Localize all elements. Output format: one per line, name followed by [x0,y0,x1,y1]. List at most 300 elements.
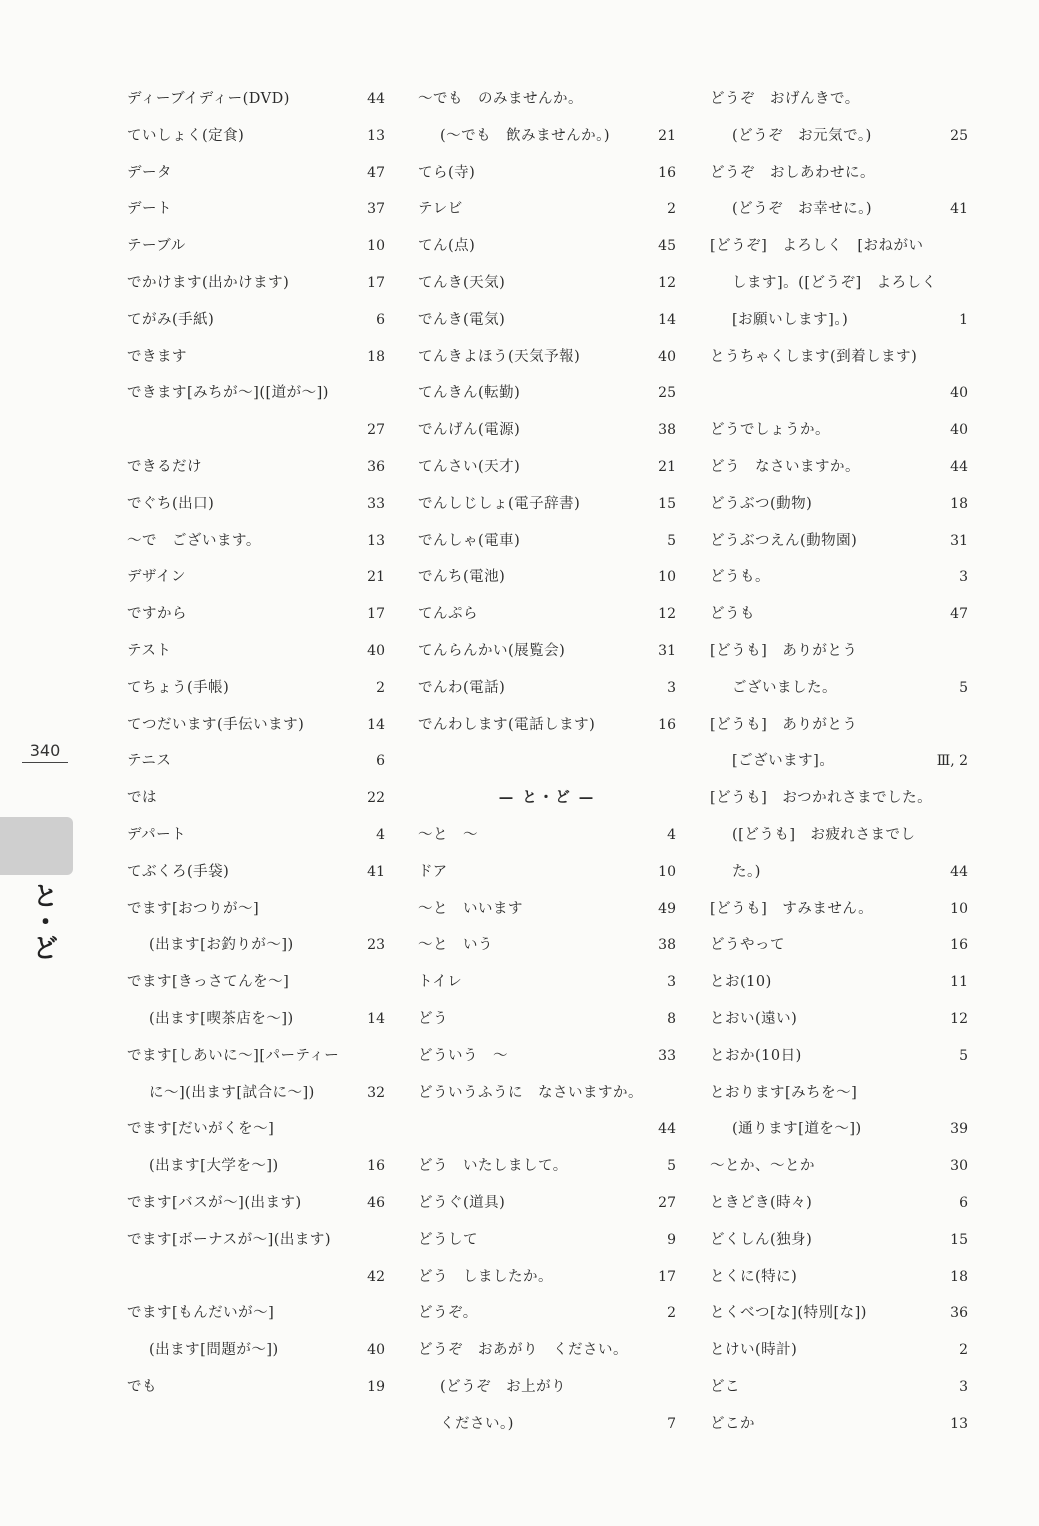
index-entry [127,1369,385,1406]
entry-lesson-number: 13 [367,532,385,549]
index-entry [418,375,676,412]
entry-term: (通ります[道を～]) [732,1121,862,1138]
index-entry [710,1038,968,1075]
index-entry [710,339,968,376]
index-entry [710,412,968,449]
entry-lesson-number: 47 [367,164,385,181]
entry-lesson-number: 46 [367,1194,385,1211]
entry-lesson-number: 1 [959,311,968,328]
entry-lesson-number: 16 [367,1158,385,1175]
entry-term: てんさい(天才) [418,458,521,475]
entry-term: どう いたしまして。 [418,1158,568,1175]
entry-lesson-number: 38 [658,937,676,954]
entry-term: できます[みちが～]([道が～]) [127,385,329,402]
entry-lesson-number: 3 [959,569,968,586]
index-entry [710,449,968,486]
index-column-1 [127,81,385,1406]
index-entry [127,228,385,265]
entry-lesson-number: 40 [658,348,676,365]
entry-lesson-number: 41 [950,201,968,218]
index-entry [127,1111,385,1148]
index-entry [127,964,385,1001]
index-entry [418,1185,676,1222]
entry-term: でます[きっさてんを～] [127,974,290,991]
index-entry [710,81,968,118]
entry-term: とうちゃくします(到着します) [710,348,918,365]
entry-term: [どうも] すみません。 [710,900,874,917]
entry-term: とおい(遠い) [710,1010,798,1027]
entry-lesson-number: 31 [950,532,968,549]
index-column-2 [418,81,676,1442]
index-entry [127,118,385,155]
entry-lesson-number: 22 [367,790,385,807]
entry-term: た。) [732,863,761,880]
index-entry [127,670,385,707]
entry-term: どうして [418,1231,478,1248]
entry-lesson-number: 40 [950,422,968,439]
index-entry [127,559,385,596]
entry-term: デザイン [127,569,186,586]
index-entry [418,633,676,670]
entry-lesson-number: 10 [367,238,385,255]
index-entry [127,743,385,780]
entry-term: できます [127,348,187,365]
entry-lesson-number: 25 [658,385,676,402]
index-entry [710,486,968,523]
entry-term: [お願いします]。) [732,311,849,328]
entry-lesson-number: 2 [667,1305,676,1322]
entry-term: ～と ～ [418,826,478,843]
entry-lesson-number: 16 [658,164,676,181]
entry-term: でんき(電気) [418,311,506,328]
entry-lesson-number: 5 [667,532,676,549]
entry-term: トイレ [418,974,463,991]
entry-term: どうも。 [710,569,770,586]
index-entry [418,1332,676,1369]
entry-term: でんげん(電源) [418,422,521,439]
index-entry [127,891,385,928]
entry-lesson-number: 44 [367,91,385,107]
entry-lesson-number: 47 [950,606,968,623]
entry-lesson-number: 14 [367,716,385,733]
entry-lesson-number: 15 [658,495,676,512]
entry-lesson-number: 41 [367,863,385,880]
index-entry [418,927,676,964]
entry-lesson-number: 7 [667,1415,676,1432]
entry-lesson-number: 13 [950,1415,968,1432]
entry-term: どうでしょうか。 [710,422,830,439]
entry-term: でも [127,1378,157,1395]
entry-term: どう [418,1010,448,1027]
index-entry [418,1038,676,1075]
index-entry [418,1075,676,1112]
entry-term: に～](出ます[試合に～]) [149,1084,315,1101]
entry-term: では [127,790,157,807]
entry-term: てんきん(転勤) [418,385,521,402]
index-entry [418,228,676,265]
index-entry [710,1185,968,1222]
entry-lesson-number: 18 [950,1268,968,1285]
entry-term: でんわ(電話) [418,679,506,696]
entry-lesson-number: 39 [950,1121,968,1138]
entry-term: てちょう(手帳) [127,679,230,696]
index-entry [710,155,968,192]
entry-term: ございました。 [732,679,837,696]
entry-term: ディーブイディー(DVD) [127,91,290,107]
entry-lesson-number: 12 [658,274,676,291]
index-entry [418,339,676,376]
entry-term: とおります[みちを～] [710,1084,858,1101]
entry-lesson-number: 49 [658,900,676,917]
entry-term: できるだけ [127,458,202,475]
index-entry [127,854,385,891]
index-entry [127,1185,385,1222]
index-entry [710,891,968,928]
entry-lesson-number: 4 [376,826,385,843]
entry-lesson-number: 17 [658,1268,676,1285]
entry-lesson-number: 6 [376,311,385,328]
index-entry [127,155,385,192]
entry-term: ですから [127,606,187,623]
entry-lesson-number: 31 [658,642,676,659]
section-heading [418,780,676,817]
index-column-3 [710,81,968,1442]
entry-term: テニス [127,753,172,770]
entry-term: どうも [710,606,755,623]
index-entry [127,339,385,376]
index-entry [710,559,968,596]
index-entry [127,633,385,670]
entry-term: ドア [418,863,448,880]
index-entry [710,964,968,1001]
entry-lesson-number: 16 [950,937,968,954]
index-entry [418,1259,676,1296]
index-entry [710,1148,968,1185]
entry-lesson-number: 42 [367,1268,385,1285]
index-entry [418,449,676,486]
entry-term: どうやって [710,937,785,954]
index-entry [127,265,385,302]
entry-term: てがみ(手紙) [127,311,215,328]
entry-term: てん(点) [418,238,476,255]
entry-lesson-number: 10 [658,863,676,880]
index-entry [418,817,676,854]
entry-term: ください。) [440,1415,514,1432]
entry-term: どくしん(独身) [710,1231,813,1248]
index-entry [710,1332,968,1369]
entry-term: でぐち(出口) [127,495,215,512]
entry-lesson-number: 5 [959,679,968,696]
entry-term: でます[バスが～](出ます) [127,1194,302,1211]
index-entry [710,1222,968,1259]
entry-lesson-number: 2 [667,201,676,218]
entry-lesson-number: 27 [658,1194,676,1211]
entry-term: ～とか、～とか [710,1158,815,1175]
entry-term: テレビ [418,201,463,218]
entry-lesson-number: 44 [658,1121,676,1138]
index-entry [418,596,676,633]
entry-term: (出ます[お釣りが～]) [149,937,294,954]
index-entry [127,1148,385,1185]
entry-term: てんらんかい(展覧会) [418,642,566,659]
entry-term: でんわします(電話します) [418,716,596,733]
entry-lesson-number: 3 [667,679,676,696]
index-entry [710,523,968,560]
entry-term: でます[もんだいが～] [127,1305,275,1322]
index-entry [418,81,676,118]
entry-term: — と・ど — [498,789,596,807]
entry-term: とけい(時計) [710,1342,798,1359]
entry-lesson-number: 38 [658,422,676,439]
entry-term: てんきよほう(天気予報) [418,348,581,365]
entry-lesson-number: 44 [950,863,968,880]
index-entry [418,265,676,302]
entry-lesson-number: 21 [367,569,385,586]
entry-lesson-number: 40 [367,1342,385,1359]
entry-term: でんしゃ(電車) [418,532,521,549]
entry-lesson-number: 25 [950,127,968,144]
index-entry [127,927,385,964]
index-entry [418,302,676,339]
entry-term: テーブル [127,238,186,255]
index-entry [418,854,676,891]
entry-term: とくべつ[な](特別[な]) [710,1305,867,1322]
entry-lesson-number: 21 [658,458,676,475]
index-entry [710,670,968,707]
index-entry [710,927,968,964]
index-entry [710,817,968,854]
entry-term: どうぞ おあがり ください。 [418,1342,628,1359]
entry-term: ([どうも] お疲れさまでし [732,826,916,843]
entry-lesson-number: 17 [367,606,385,623]
entry-term: どうぞ。 [418,1305,478,1322]
section-tab-label: と・ど [28,882,58,960]
entry-term: てぶくろ(手袋) [127,863,230,880]
entry-lesson-number: 45 [658,238,676,255]
entry-lesson-number: 33 [367,495,385,512]
entry-term: ～でも のみませんか。 [418,91,583,107]
entry-term: どうぞ おげんきで。 [710,91,860,107]
entry-lesson-number: 18 [950,495,968,512]
entry-term: とくに(特に) [710,1268,798,1285]
entry-lesson-number: 14 [367,1010,385,1027]
entry-lesson-number: 2 [959,1342,968,1359]
index-entry [418,1222,676,1259]
index-entry [418,191,676,228]
entry-lesson-number: 6 [376,753,385,770]
entry-term: どこ [710,1378,740,1395]
entry-lesson-number: 10 [950,900,968,917]
entry-term: ～で ございます。 [127,532,261,549]
entry-term: (～でも 飲みませんか。) [440,127,611,144]
entry-term: でます[しあいに～][パーティー [127,1047,340,1064]
entry-lesson-number: 27 [367,422,385,439]
entry-term: どういうふうに なさいますか。 [418,1084,643,1101]
index-entry [710,265,968,302]
entry-term: てんぷら [418,606,478,623]
entry-lesson-number: 23 [367,937,385,954]
entry-lesson-number: 36 [367,458,385,475]
entry-term: でんしじしょ(電子辞書) [418,495,581,512]
entry-term: どうぶつえん(動物園) [710,532,858,549]
entry-lesson-number: 15 [950,1231,968,1248]
index-entry [127,375,385,412]
entry-term: てら(寺) [418,164,476,181]
index-entry [710,302,968,339]
entry-lesson-number: 5 [667,1158,676,1175]
index-entry [710,1259,968,1296]
index-entry [418,1001,676,1038]
entry-term: でます[ボーナスが～](出ます) [127,1231,332,1248]
entry-lesson-number: 6 [959,1194,968,1211]
index-entry [418,707,676,744]
index-entry [418,1111,676,1148]
entry-lesson-number: 3 [959,1378,968,1395]
entry-lesson-number: 14 [658,311,676,328]
index-entry [127,412,385,449]
index-entry [127,707,385,744]
index-entry [127,596,385,633]
entry-lesson-number: 12 [658,606,676,623]
entry-term: どう なさいますか。 [710,458,860,475]
entry-term: でんち(電池) [418,569,506,586]
index-entry [710,1369,968,1406]
index-entry [710,633,968,670]
entry-term: します]。([どうぞ] よろしく [732,274,937,291]
index-entry [127,191,385,228]
entry-lesson-number: 32 [367,1084,385,1101]
entry-lesson-number: 33 [658,1047,676,1064]
entry-term: デパート [127,826,187,843]
entry-term: [どうも] おつかれさまでした。 [710,790,933,807]
entry-lesson-number: 19 [367,1378,385,1395]
index-entry [127,1259,385,1296]
index-entry [710,1406,968,1443]
entry-lesson-number: 30 [950,1158,968,1175]
index-entry [710,375,968,412]
entry-term: どうぐ(道具) [418,1194,506,1211]
index-entry [418,1406,676,1443]
index-entry [127,523,385,560]
index-entry [418,1148,676,1185]
entry-lesson-number: 40 [367,642,385,659]
index-entry [127,486,385,523]
entry-term: [ございます]。 [732,753,835,770]
entry-lesson-number: 37 [367,201,385,218]
entry-term: どうぞ おしあわせに。 [710,164,875,181]
entry-term: てつだいます(手伝います) [127,716,305,733]
entry-lesson-number: 4 [667,826,676,843]
index-entry [418,670,676,707]
entry-lesson-number: 21 [658,127,676,144]
entry-term: どうぶつ(動物) [710,495,813,512]
entry-term: [どうも] ありがとう [710,642,858,659]
entry-term: てんき(天気) [418,274,506,291]
index-entry [710,1295,968,1332]
index-entry [127,780,385,817]
entry-lesson-number: 2 [376,679,385,696]
entry-term: とお(10) [710,974,772,991]
entry-lesson-number: 8 [667,1010,676,1027]
entry-term: デート [127,201,172,218]
index-entry [418,1369,676,1406]
entry-term: テスト [127,642,172,659]
index-entry [127,81,385,118]
entry-term: とおか(10日) [710,1047,802,1064]
entry-term: ～と いう [418,937,493,954]
index-entry [127,1222,385,1259]
entry-term: ～と いいます [418,900,523,917]
index-entry [710,854,968,891]
entry-lesson-number: 13 [367,127,385,144]
index-entry [127,817,385,854]
entry-term: (どうぞ お幸せに。) [732,201,873,218]
index-entry [710,1111,968,1148]
index-entry [418,891,676,928]
index-entry [710,596,968,633]
entry-term: データ [127,164,172,181]
index-entry [127,1075,385,1112]
index-entry [710,1001,968,1038]
entry-term: でます[おつりが～] [127,900,260,917]
entry-term: どこか [710,1415,755,1432]
index-entry [710,118,968,155]
entry-lesson-number: 9 [667,1231,676,1248]
section-tab [0,817,73,875]
entry-lesson-number: 16 [658,716,676,733]
entry-lesson-number: 5 [959,1047,968,1064]
index-entry [418,118,676,155]
entry-term: ときどき(時々) [710,1194,813,1211]
index-entry [127,1001,385,1038]
index-entry [418,486,676,523]
entry-term: (どうぞ お元気で。) [732,127,872,144]
entry-term: でます[だいがくを～] [127,1121,275,1138]
index-entry [418,964,676,1001]
page-number: 340 [22,741,68,763]
index-entry [418,743,676,780]
entry-term: [どうも] ありがとう [710,716,858,733]
index-entry [127,1332,385,1369]
entry-lesson-number: 11 [950,974,968,991]
entry-term: ていしょく(定食) [127,127,245,144]
entry-term: どういう ～ [418,1047,508,1064]
index-entry [127,1295,385,1332]
entry-term: どう しましたか。 [418,1268,553,1285]
index-entry [418,559,676,596]
index-entry [127,449,385,486]
index-entry [418,1295,676,1332]
entry-term: (出ます[問題が～]) [149,1342,279,1359]
entry-lesson-number: 44 [950,458,968,475]
index-entry [710,191,968,228]
entry-term: でかけます(出かけます) [127,274,290,291]
index-entry [418,155,676,192]
entry-lesson-number: Ⅲ, 2 [936,753,968,770]
entry-term: [どうぞ] よろしく [おねがい [710,238,924,255]
entry-lesson-number: 12 [950,1010,968,1027]
index-entry [710,1075,968,1112]
entry-lesson-number: 17 [367,274,385,291]
index-entry [127,302,385,339]
entry-term: (出ます[喫茶店を～]) [149,1010,294,1027]
index-entry [710,228,968,265]
index-entry [710,743,968,780]
index-entry [127,1038,385,1075]
index-entry [710,707,968,744]
entry-lesson-number: 40 [950,385,968,402]
entry-lesson-number: 36 [950,1305,968,1322]
